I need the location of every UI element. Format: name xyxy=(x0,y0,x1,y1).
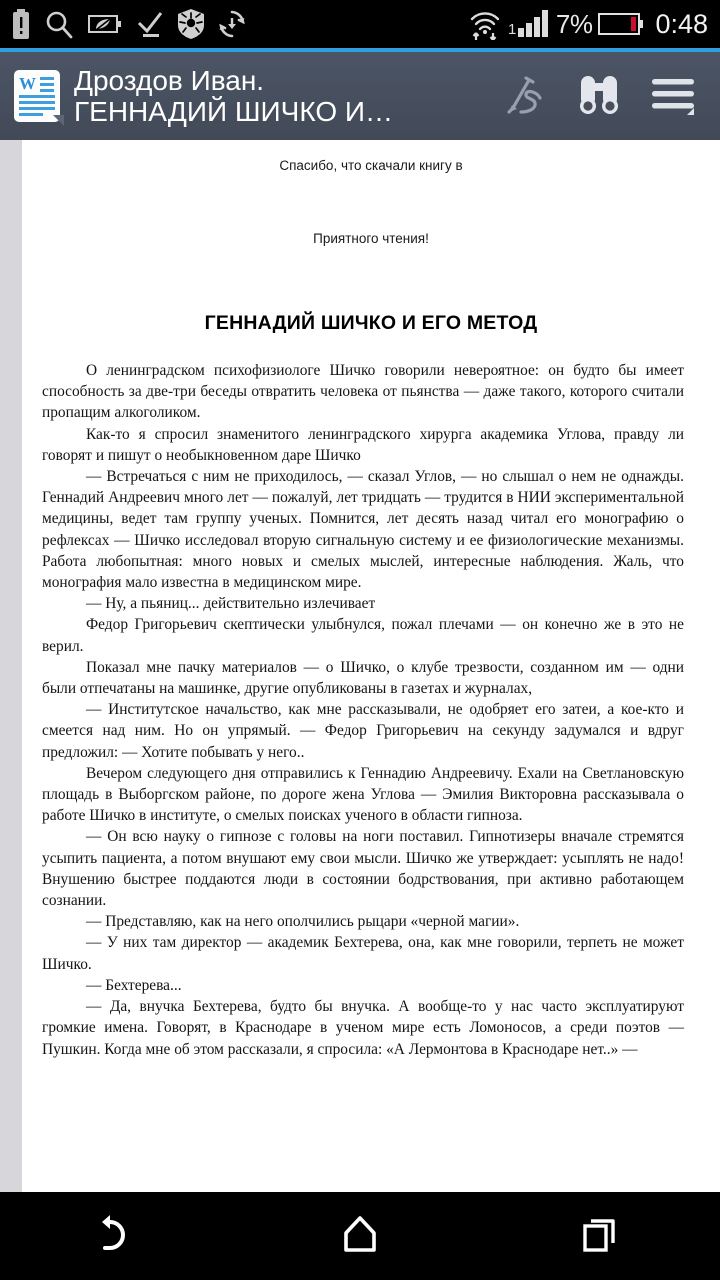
battery-percent-label: 7% xyxy=(555,8,593,39)
paragraph: — Ну, а пьяниц... действительно излечивает xyxy=(86,595,376,613)
binoculars-view-icon xyxy=(573,68,625,125)
menu-hamburger-icon xyxy=(647,68,699,125)
status-bar-right-icons xyxy=(468,8,708,40)
paragraph: — У них там директор — академик Бехтерева, она, как мне говорили, терпеть не может Шичко. xyxy=(42,934,684,973)
app-bar xyxy=(0,52,720,140)
annotate-pen-icon xyxy=(499,68,551,125)
app-bar-actions xyxy=(488,52,710,140)
document-body xyxy=(22,360,720,1060)
paragraph: Вечером следующего дня отправились к Геннадию Андреевичу. Ехали на Светлановскую площадь в Выборгском районе, по дороге жена Углова — Эмилия Викторовна рассказывала о работе Шичко в институте, о смелых поисках ученого в области гипноза. xyxy=(42,764,684,825)
paragraph: — Да, внучка Бехтерева, будто бы внучка. А вообще-то у нас часто эксплуатируют громкие имена. Говорят, в Краснодаре в ученом мире есть Ломоносов, а среди поэтов — Пушкин. Когда мне об этом рассказали, я спросила: «А Лермонтова в Краснодаре нет..» — xyxy=(42,998,684,1058)
document-page-1[interactable] xyxy=(22,140,720,1192)
annotate-pen-button[interactable] xyxy=(488,52,562,140)
wifi-updown-icon xyxy=(468,8,502,40)
paragraph: — Встречаться с ним не приходилось, — сказал Углов, — но слышал о нем не однажды. Геннадий Андреевич много лет — пожалуй, лет тридцать — трудится в НИИ экспериментальной медицины, ведет там группу ученых. Помнится, лет десять назад читал его монографию о рефлексах — Шичко исследовал вторую сигнальную систему и ее физиологические механизмы. Работа любопытная: много новых и смелых мыслей, интересные наблюдения. Жаль, что монография мало известна в медицинском мире. xyxy=(42,468,684,592)
status-bar[interactable] xyxy=(0,0,720,48)
paragraph: — Представляю, как на него ополчились рыцари «черной магии». xyxy=(86,913,520,931)
paragraph: Федор Григорьевич скептически улыбнулся, пожал плечами — он конечно же в это не верил. xyxy=(42,616,684,655)
paragraph: Показал мне пачку материалов — о Шичко, о клубе трезвости, созданном им — одни были отпечатаны на машинке, другие опубликованы в газетах и журналах, xyxy=(42,658,684,698)
battery-level-icon xyxy=(598,12,644,36)
nav-back-button[interactable] xyxy=(50,1192,190,1280)
nav-home-button[interactable] xyxy=(290,1192,430,1280)
sync-download-icon xyxy=(218,10,246,38)
android-navigation-bar xyxy=(0,1192,720,1280)
signal-bars-icon xyxy=(508,9,550,39)
clock-label: 0:48 xyxy=(655,8,708,39)
document-title-block[interactable] xyxy=(74,65,488,128)
paragraph: Как-то я спросил знаменитого ленинградского хирурга академика Углова, правду ли говорят и пишут о необыкновенном даре Шичко xyxy=(42,425,684,464)
enjoy-reading-note: Приятного чтения! xyxy=(313,231,429,246)
status-bar-left-icons xyxy=(12,9,246,39)
svg-text:1: 1 xyxy=(507,21,517,38)
download-thanks-note: Спасибо, что скачали книгу в xyxy=(279,158,463,173)
paragraph: — Он всю науку о гипнозе с головы на ноги поставил. Гипнотизеры вначале стремятся усыпить пациента, а потом внушают ему свои мысли. Шичко же утверждает: усыплять не надо! Внушению быстрее поддаются люди в состоянии бодрствования, при активно работающем сознании. xyxy=(42,828,684,910)
word-icon-letter: W xyxy=(19,74,36,93)
title-line-author: Дроздов Иван. xyxy=(74,64,265,96)
battery-alert-icon xyxy=(12,9,30,39)
paragraph: О ленинградском психофизиологе Шичко говорили невероятное: он будто бы имеет способность за две-три беседы отвратить человека от пьянства — даже такого, которого считали пропащим алкоголиком. xyxy=(42,362,684,422)
menu-hamburger-button[interactable] xyxy=(636,52,710,140)
drweb-shield-icon xyxy=(178,9,204,39)
binoculars-view-button[interactable] xyxy=(562,52,636,140)
title-line-book: ГЕННАДИЙ ШИЧКО И… xyxy=(74,96,394,127)
battery-saver-leaf-icon xyxy=(88,12,122,36)
paragraph: — Институтское начальство, как мне рассказывали, не одобряет его затеи, а кое-кто и смеется над ним. Но он упрямый. — Федор Григорьевич на секунду задумался и вдруг предложил: — Хотите побывать у него.. xyxy=(42,701,684,761)
home-icon xyxy=(338,1212,382,1261)
recents-icon xyxy=(578,1212,622,1261)
document-heading: ГЕННАДИЙ ШИЧКО И ЕГО МЕТОД xyxy=(204,312,538,334)
search-icon xyxy=(44,9,74,39)
checkmark-icon xyxy=(136,10,164,38)
paragraph: — Бехтерева... xyxy=(86,976,182,994)
document-scroll-area[interactable] xyxy=(0,140,720,1192)
word-document-icon xyxy=(14,70,60,122)
back-arrow-icon xyxy=(97,1211,143,1262)
nav-recents-button[interactable] xyxy=(530,1192,670,1280)
